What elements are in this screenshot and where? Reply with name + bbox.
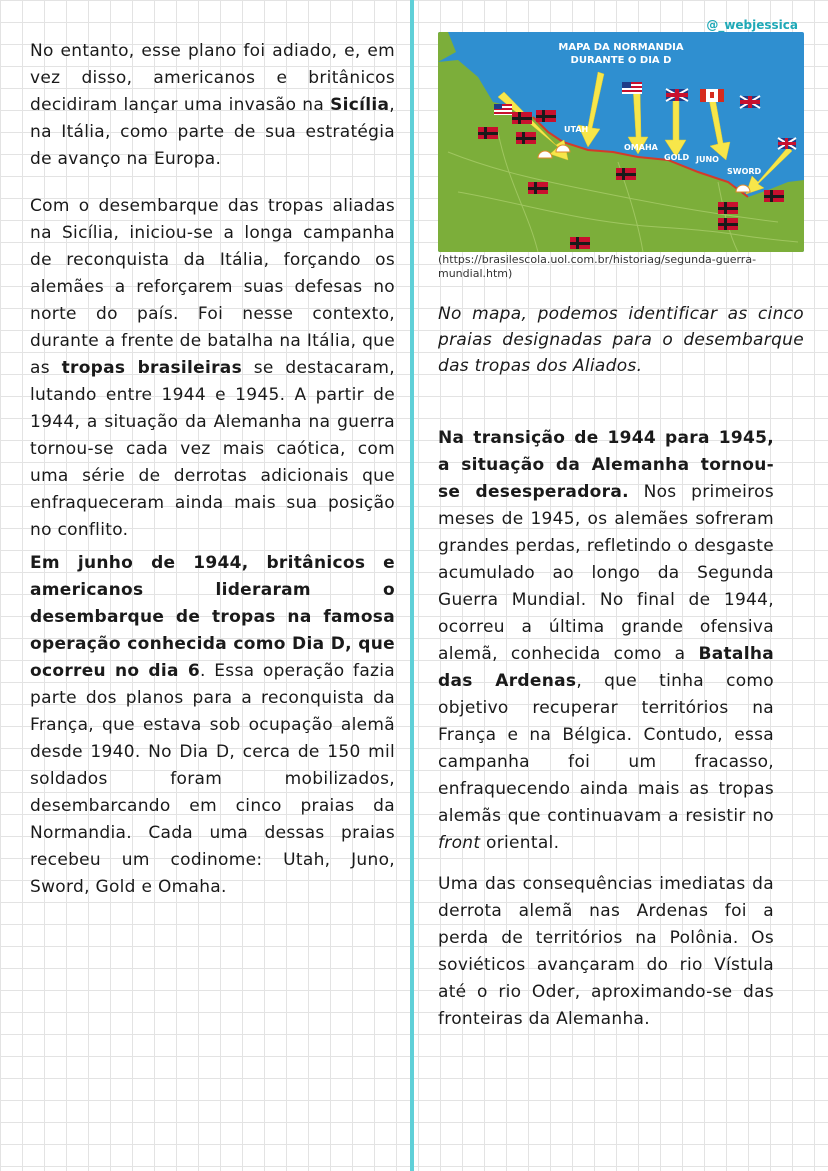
map-caption: No mapa, podemos identificar as cinco praias designadas para o desembarque das tropas dos Aliados. <box>438 304 804 376</box>
left-paragraph-3: Em junho de 1944, britânicos e americanos lideraram o desembarque de tropas na famosa operação conhecida como Dia D, que ocorreu no dia 6. Essa operação fazia parte dos planos para a reconquista da França, que estava sob ocupação alemã desde 1940. No Dia D, cerca de 150 mil soldados foram mobilizados, desembarcando em cinco praias da Normandia. Cada uma dessas praias recebeu um codinome: Utah, Juno, Sword, Gold e Omaha. <box>30 553 395 897</box>
left-column <box>30 38 395 901</box>
right-paragraph-1: Na transição de 1944 para 1945, a situação da Alemanha tornou-se desesperadora. Nos primeiros meses de 1945, os alemães sofreram grandes perdas, refletindo o desgaste acumulado ao longo da Segunda Guerra Mundial. No final de 1944, ocorreu a última grande ofensiva alemã, conhecida como a Batalha das Ardenas, que tinha como objetivo recuperar territórios na França e na Bélgica. Contudo, essa campanha foi um fracasso, enfraquecendo ainda mais as tropas alemãs que continuavam a resistir no front oriental. <box>438 428 774 853</box>
map-title-line-2: DURANTE O DIA D <box>570 55 672 66</box>
map-title-line-1: MAPA DA NORMANDIA <box>558 42 684 53</box>
beach-label-gold: GOLD <box>664 153 690 162</box>
column-divider <box>410 0 414 1171</box>
right-column <box>438 425 774 1033</box>
left-paragraph-1: No entanto, esse plano foi adiado, e, em vez disso, americanos e britânicos decidiram lançar uma invasão na Sicília, na Itália, como parte de sua estratégia de avanço na Europa. <box>30 41 395 169</box>
author-handle: @_webjessica <box>706 18 798 32</box>
beach-label-utah: UTAH <box>564 125 589 134</box>
image-source: (https://brasilescola.uol.com.br/historiag/segunda-guerra-mundial.htm) <box>438 253 757 280</box>
beach-label-omaha: OMAHA <box>624 143 658 152</box>
normandy-map-image <box>438 32 804 252</box>
right-paragraph-2: Uma das consequências imediatas da derrota alemã nas Ardenas foi a perda de territórios na Polônia. Os soviéticos avançaram do rio Vístula até o rio Oder, aproximando-se das fronteiras da Alemanha. <box>438 874 774 1029</box>
beach-label-juno: JUNO <box>696 155 719 164</box>
left-paragraph-2: Com o desembarque das tropas aliadas na Sicília, iniciou-se a longa campanha de reconquista da Itália, forçando os alemães a reforçarem suas defesas no norte do país. Foi nesse contexto, durante a frente de batalha na Itália, que as tropas brasileiras se destacaram, lutando entre 1944 e 1945. A partir de 1944, a situação da Alemanha na guerra tornou-se cada vez mais caótica, com uma série de derrotas adicionais que enfraqueceram ainda mais sua posição no conflito. <box>30 196 395 540</box>
beach-label-sword: SWORD <box>727 167 762 176</box>
